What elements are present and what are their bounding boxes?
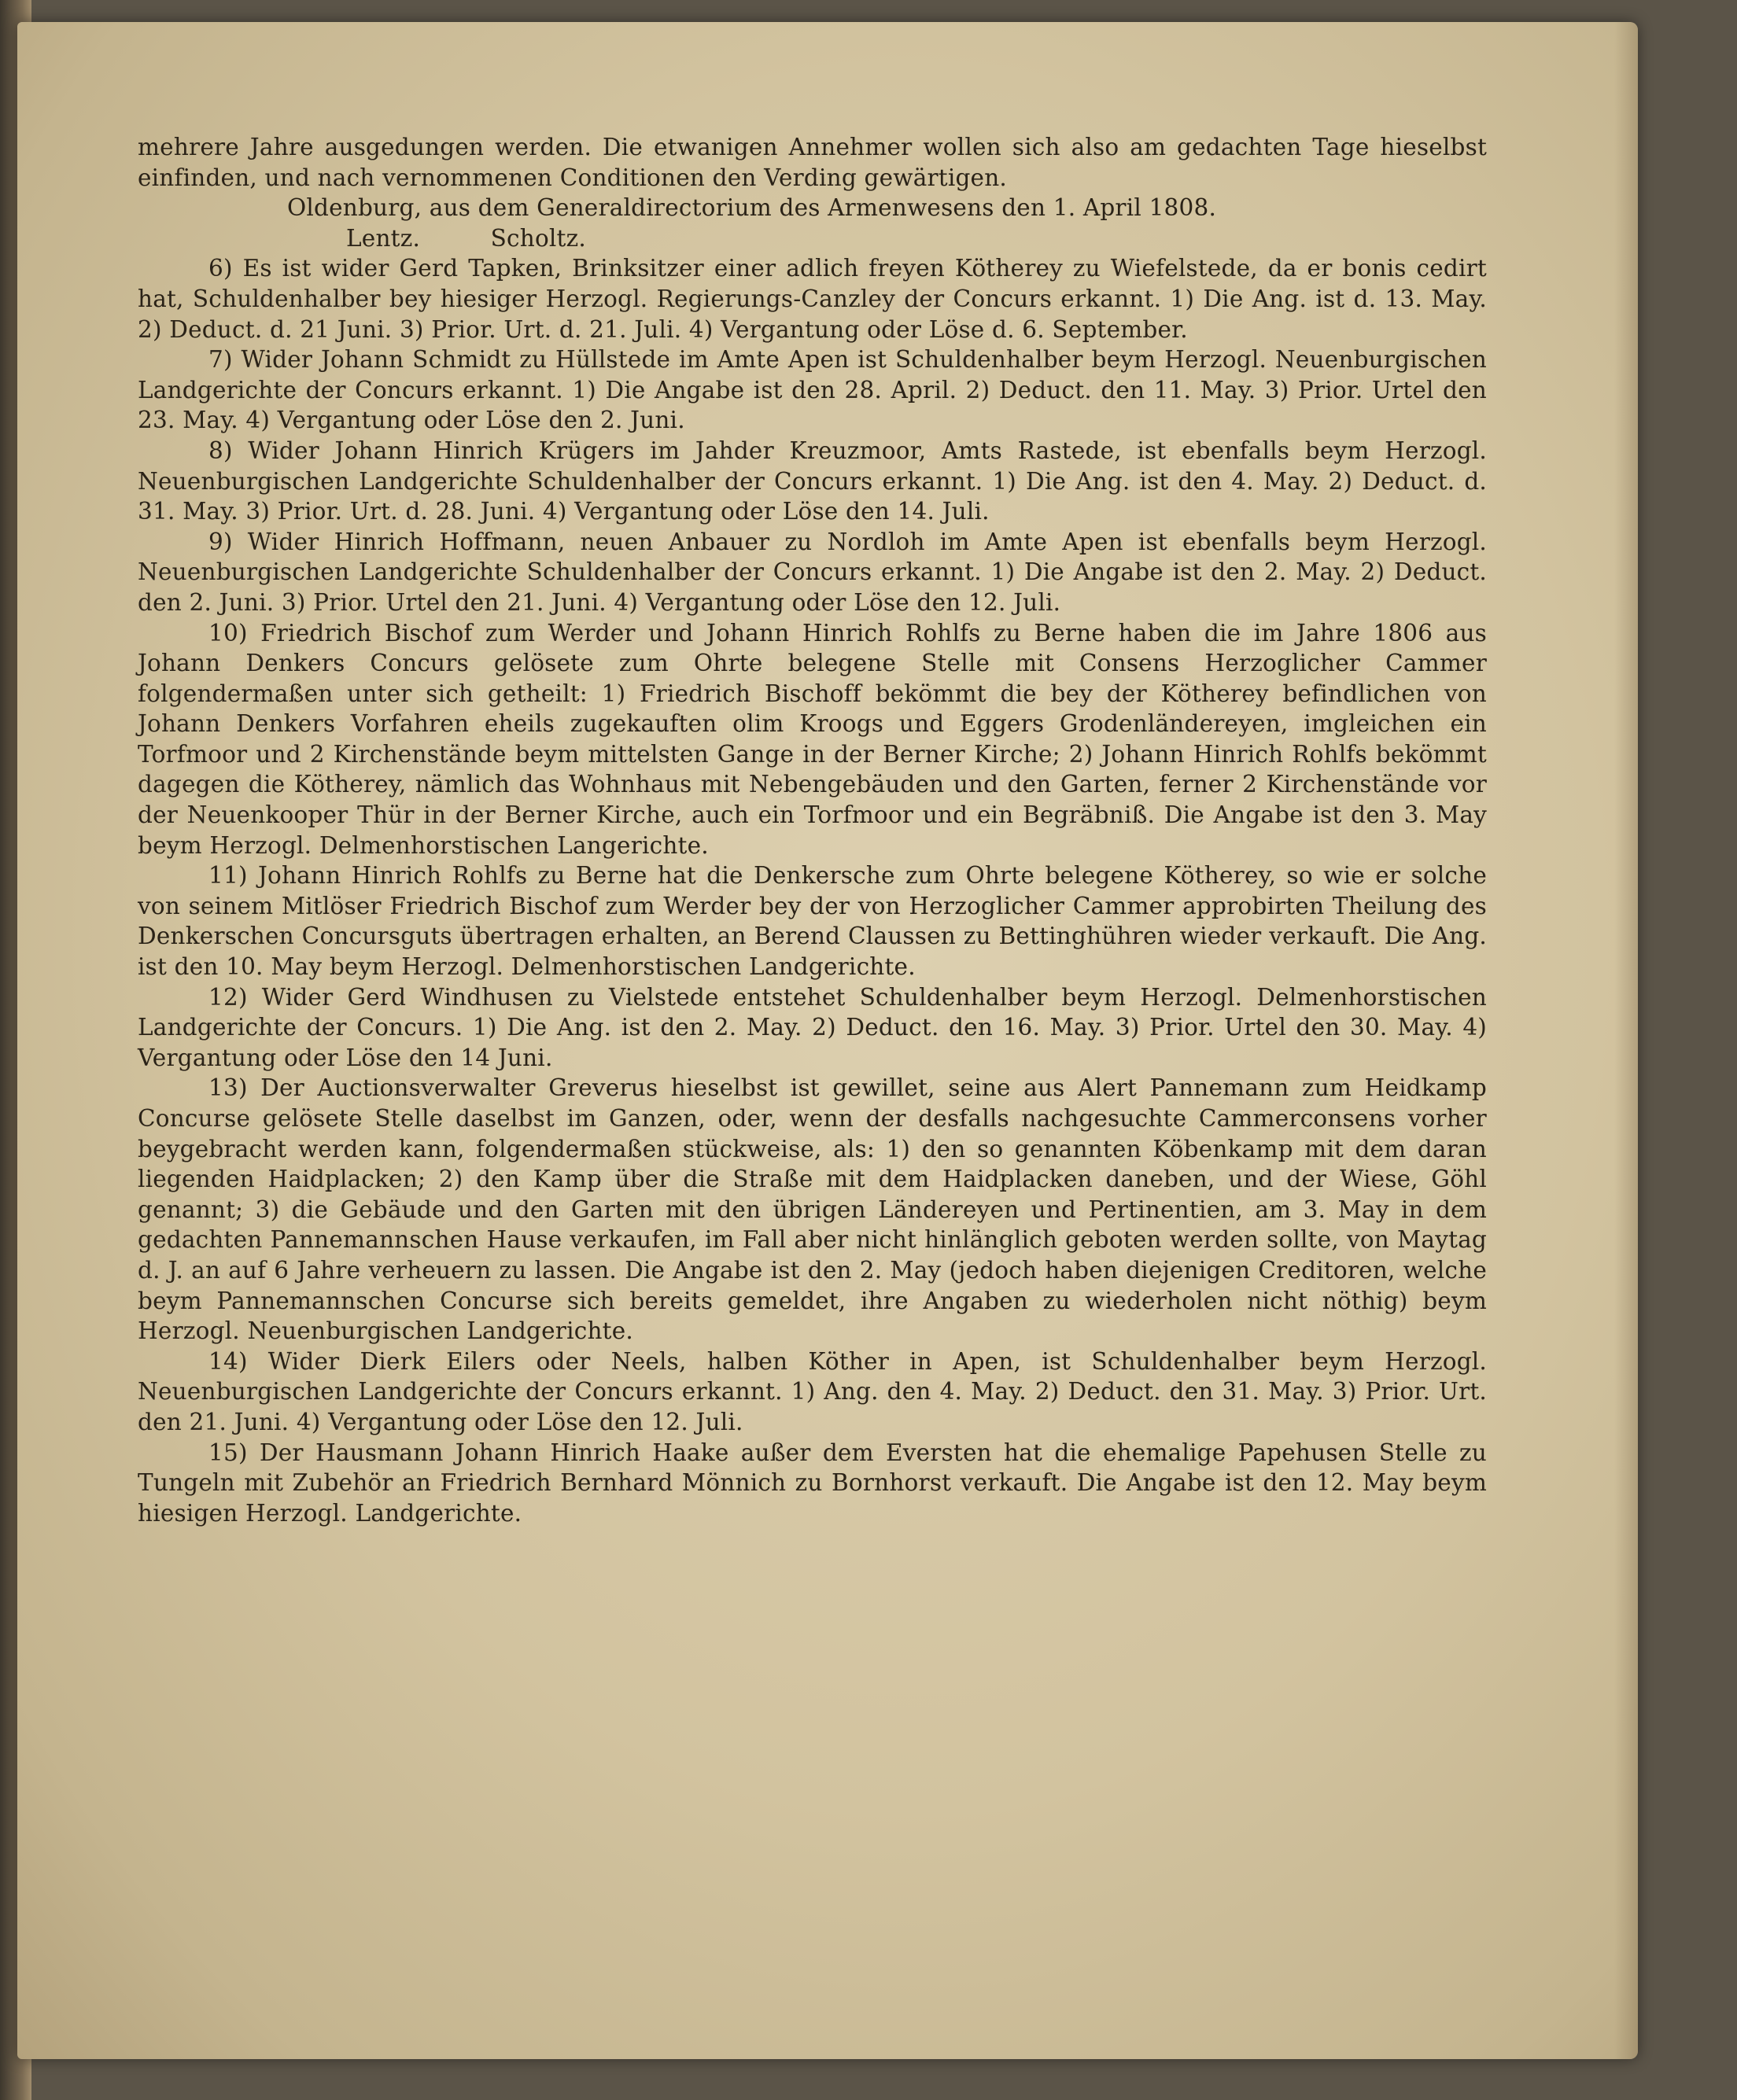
notice-10: 10) Friedrich Bischof zum Werder und Johann Hinrich Rohlfs zu Berne haben die im Jahre 1806 aus Johann Denkers Concurs gelösete zum Ohrte belegene Stelle mit Consens Herzoglicher Cammer folgendermaßen unter sich getheilt: 1) Friedrich Bischoff bekömmt die bey der Kötherey befindlichen von Johann Denkers Vorfahren eheils zugekauften olim Kroogs und Eggers Grodenländereyen, imgleichen ein Torfmoor und 2 Kirchenstände beym mittelsten Gange in der Berner Kirche; 2) Johann Hinrich Rohlfs bekömmt dagegen die Kötherey, nämlich das Wohnhaus mit Nebengebäuden und den Garten, ferner 2 Kirchenstände vor der Neuenkooper Thür in der Berner Kirche, auch ein Torfmoor und ein Begräbniß. Die Angabe ist den 3. May beym Herzogl. Delmenhorstischen Langerichte.	[138, 619, 1487, 859]
notice-12: 12) Wider Gerd Windhusen zu Vielstede entstehet Schuldenhalber beym Herzogl. Delmenhorstischen Landgerichte der Concurs. 1) Die Ang. ist den 2. May. 2) Deduct. den 16. May. 3) Prior. Urtel den 30. May. 4) Vergantung oder Löse den 14 Juni.	[138, 983, 1487, 1071]
opening-paragraph: mehrere Jahre ausgedungen werden. Die etwanigen Annehmer wollen sich also am gedachten Tage hieselbst einfinden, und nach vernommenen Conditionen den Verding gewärtigen.	[138, 134, 1487, 191]
signature-lentz: Lentz.	[346, 224, 421, 252]
page-text	[138, 132, 1487, 1528]
signature-scholtz: Scholtz.	[490, 224, 586, 252]
notice-15: 15) Der Hausmann Johann Hinrich Haake außer dem Eversten hat die ehemalige Papehusen Stelle zu Tungeln mit Zubehör an Friedrich Bernhard Mönnich zu Bornhorst verkauft. Die Angabe ist den 12. May beym hiesigen Herzogl. Landgerichte.	[138, 1439, 1487, 1527]
notice-7: 7) Wider Johann Schmidt zu Hüllstede im Amte Apen ist Schuldenhalber beym Herzogl. Neuenburgischen Landgerichte der Concurs erkannt. 1) Die Angabe ist den 28. April. 2) Deduct. den 11. May. 3) Prior. Urtel den 23. May. 4) Vergantung oder Löse den 2. Juni.	[138, 346, 1487, 434]
notice-8: 8) Wider Johann Hinrich Krügers im Jahder Kreuzmoor, Amts Rastede, ist ebenfalls beym Herzogl. Neuenburgischen Landgerichte Schuldenhalber der Concurs erkannt. 1) Die Ang. ist den 4. May. 2) Deduct. d. 31. May. 3) Prior. Urt. d. 28. Juni. 4) Vergantung oder Löse den 14. Juli.	[138, 437, 1487, 525]
notice-9: 9) Wider Hinrich Hoffmann, neuen Anbauer zu Nordloh im Amte Apen ist ebenfalls beym Herzogl. Neuenburgischen Landgerichte Schuldenhalber der Concurs erkannt. 1) Die Angabe ist den 2. May. 2) Deduct. den 2. Juni. 3) Prior. Urtel den 21. Juni. 4) Vergantung oder Löse den 12. Juli.	[138, 528, 1487, 616]
notice-6: 6) Es ist wider Gerd Tapken, Brinksitzer einer adlich freyen Kötherey zu Wiefelstede, da er bonis cedirt hat, Schuldenhalber bey hiesiger Herzogl. Regierungs-Canzley der Concurs erkannt. 1) Die Ang. ist d. 13. May. 2) Deduct. d. 21 Juni. 3) Prior. Urt. d. 21. Juli. 4) Vergantung oder Löse d. 6. September.	[138, 255, 1487, 343]
dateline: Oldenburg, aus dem Generaldirectorium des Armenwesens den 1. April 1808.	[287, 194, 1217, 222]
page-edge	[1614, 22, 1638, 2059]
notice-13: 13) Der Auctionsverwalter Greverus hieselbst ist gewillet, seine aus Alert Pannemann zum Heidkamp Concurse gelösete Stelle daselbst im Ganzen, oder, wenn der desfalls nachgesuchte Cammerconsens vorher beygebracht werden kann, folgendermaßen stückweise, als: 1) den so genannten Köbenkamp mit dem daran liegenden Haidplacken; 2) den Kamp über die Straße mit dem Haidplacken daneben, und der Wiese, Göhl genannt; 3) die Gebäude und den Garten mit den übrigen Ländereyen und Pertinentien, am 3. May in dem gedachten Pannemannschen Hause verkaufen, im Fall aber nicht hinlänglich geboten werden sollte, von Maytag d. J. an auf 6 Jahre verheuern zu lassen. Die Angabe ist den 2. May (jedoch haben diejenigen Creditoren, welche beym Pannemannschen Concurse sich bereits gemeldet, ihre Angaben zu wiederholen nicht nöthig) beym Herzogl. Neuenburgischen Landgerichte.	[138, 1074, 1487, 1345]
notice-11: 11) Johann Hinrich Rohlfs zu Berne hat die Denkersche zum Ohrte belegene Kötherey, so wie er solche von seinem Mitlöser Friedrich Bischof zum Werder bey der von Herzoglicher Cammer approbirten Theilung des Denkerschen Concursguts übertragen erhalten, an Berend Claussen zu Bettinghühren wieder verkauft. Die Ang. ist den 10. May beym Herzogl. Delmenhorstischen Landgerichte.	[138, 862, 1487, 981]
signatures	[346, 223, 1487, 254]
notice-14: 14) Wider Dierk Eilers oder Neels, halben Köther in Apen, ist Schuldenhalber beym Herzogl. Neuenburgischen Landgerichte der Concurs erkannt. 1) Ang. den 4. May. 2) Deduct. den 31. May. 3) Prior. Urt. den 21. Juni. 4) Vergantung oder Löse den 12. Juli.	[138, 1347, 1487, 1435]
